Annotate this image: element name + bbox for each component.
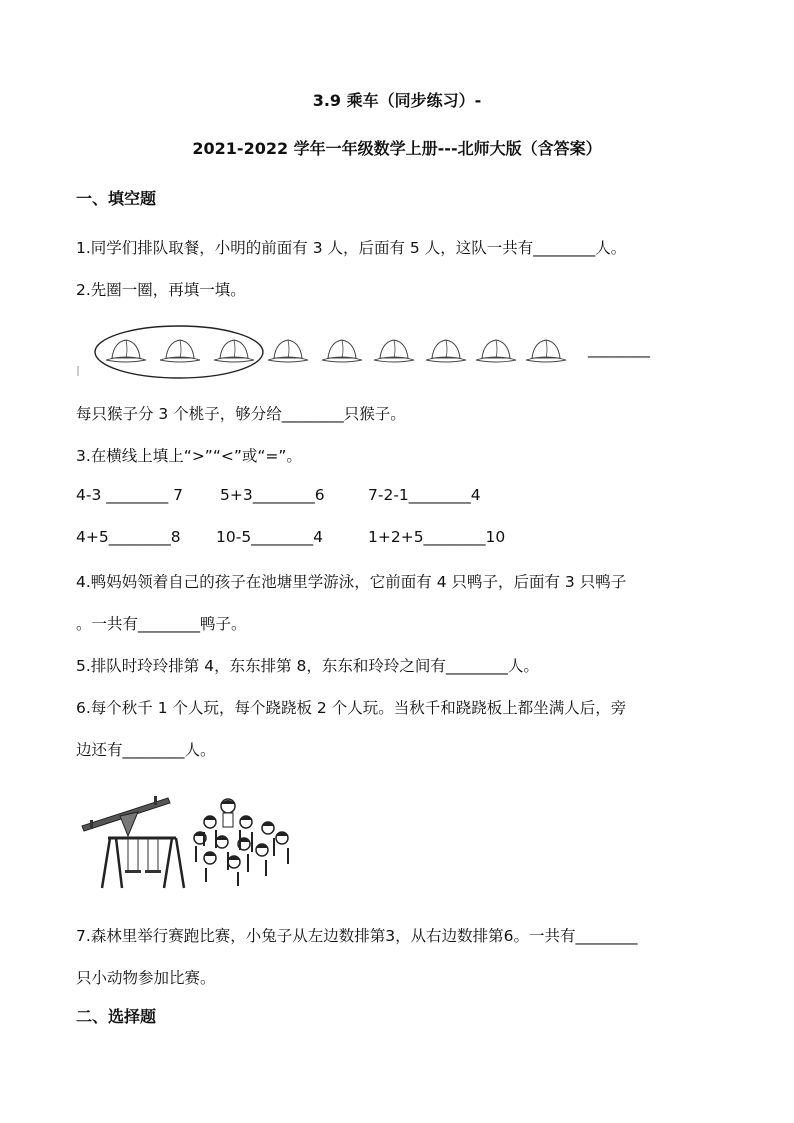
peach-icon [214,340,254,362]
swing-icon [102,838,184,888]
peaches-figure [76,322,676,384]
section-heading-fill-blank: 一、填空题 [76,189,157,208]
peach-icon [106,340,146,362]
question-6-line-2: 边还有________人。 [76,741,216,759]
children-group-icon [194,799,288,886]
peach-icon [426,340,466,362]
q3-item-1: 4-3 ________ 7 [76,486,184,504]
question-5: 5.排队时玲玲排第 4，东东排第 8，东东和玲玲之间有________人。 [76,657,539,675]
q3-item-3: 7-2-1________4 [368,486,481,504]
question-2-followup: 每只猴子分 3 个桃子，够分给________只猴子。 [76,405,406,423]
peach-icon [268,340,308,362]
question-1: 1.同学们排队取餐，小明的前面有 3 人，后面有 5 人，这队一共有________人。 [76,239,627,257]
peach-icon [526,340,566,362]
playground-figure [76,776,306,896]
seesaw-icon [82,796,170,836]
question-7-line-1: 7.森林里举行赛跑比赛，小兔子从左边数排第3，从右边数排第6。一共有________ [76,927,638,945]
q3-item-5: 10-5________4 [216,528,324,546]
question-2: 2.先圈一圈，再填一填。 [76,281,246,299]
question-4-line-1: 4.鸭妈妈领着自己的孩子在池塘里学游泳，它前面有 4 只鸭子，后面有 3 只鸭子 [76,573,627,591]
circle-ellipse [95,326,263,378]
peach-icon [160,340,200,362]
q3-item-4: 4+5________8 [76,528,181,546]
q3-item-6: 1+2+5________10 [368,528,506,546]
question-4-line-2: 。一共有________鸭子。 [76,615,247,633]
peach-icon [476,340,516,362]
q2-answer-blank: ________ [588,340,650,358]
title-line-2: 2021-2022 学年一年级数学上册---北师大版（含答案） [192,139,602,158]
peach-icon [322,340,362,362]
question-7-line-2: 只小动物参加比赛。 [76,969,216,987]
question-6-line-1: 6.每个秋千 1 个人玩，每个跷跷板 2 个人玩。当秋千和跷跷板上都坐满人后，旁 [76,699,627,717]
q3-item-2: 5+3________6 [220,486,325,504]
question-3: 3.在横线上填上“>”“<”或“=”。 [76,447,302,465]
title-line-1: 3.9 乘车（同步练习）- [312,91,482,110]
section-heading-choice: 二、选择题 [76,1007,157,1026]
peach-icon [374,340,414,362]
